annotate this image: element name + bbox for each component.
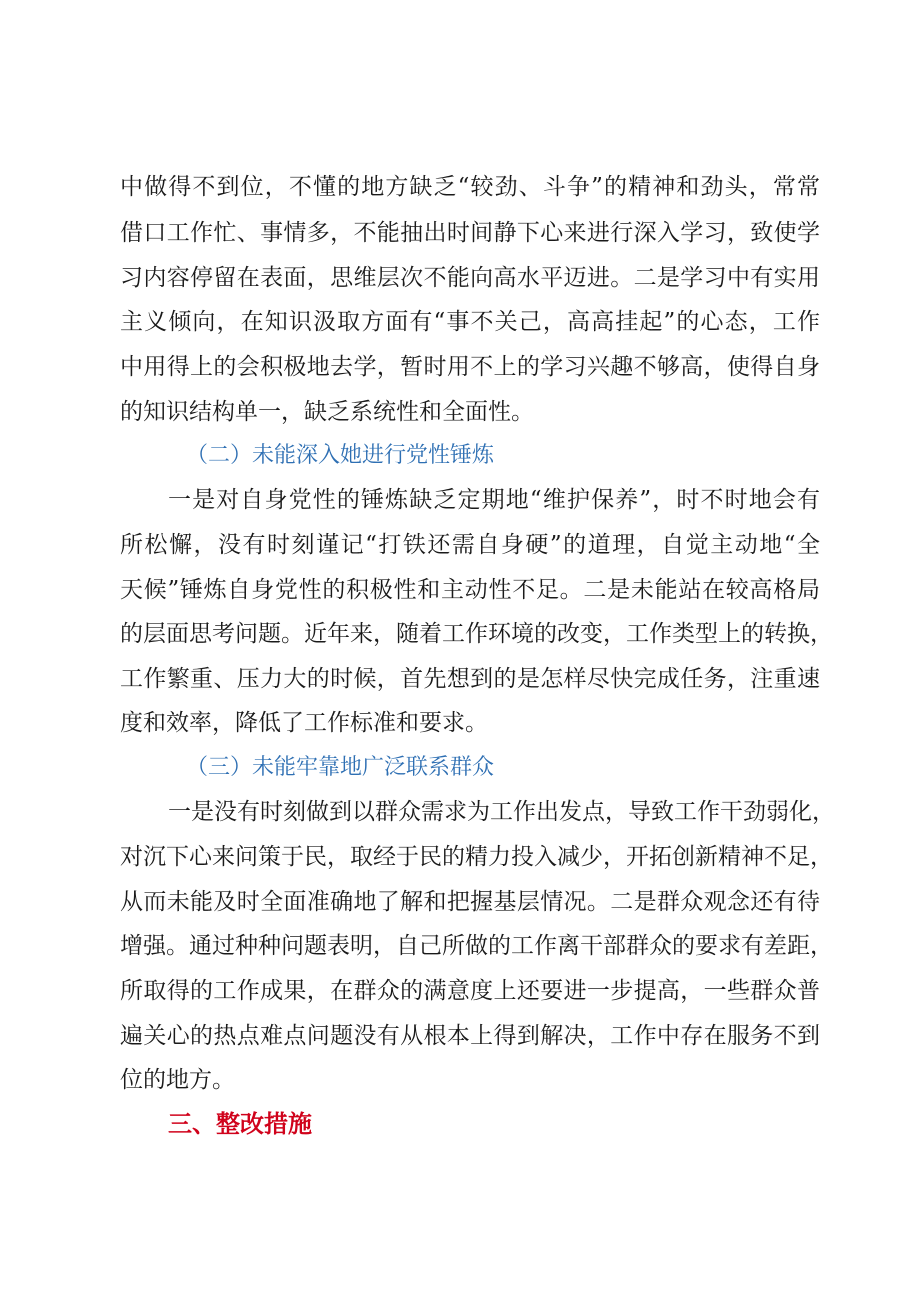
paragraph-line: 遍关心的热点难点问题没有从根本上得到解决，工作中存在服务不到 — [120, 1023, 820, 1049]
paragraph-line: 习内容停留在表面，思维层次不能向高水平迈进。二是学习中有实用 — [120, 265, 820, 291]
paragraph-line: 一是没有时刻做到以群众需求为工作出发点，导致工作干劲弱化， — [168, 799, 835, 825]
paragraph-line: 度和效率，降低了工作标准和要求。 — [120, 710, 488, 736]
paragraph-line: 增强。通过种种问题表明，自己所做的工作离干部群众的要求有差距， — [120, 933, 833, 959]
subheading-2: （二）未能深入她进行党性锤炼 — [186, 443, 495, 468]
paragraph-line: 的层面思考问题。近年来，随着工作环境的改变，工作类型上的转换， — [120, 621, 833, 647]
paragraph-line: 的知识结构单一，缺乏系统性和全面性。 — [120, 399, 534, 425]
paragraph-line: 所取得的工作成果，在群众的满意度上还要进一步提高，一些群众普 — [120, 978, 820, 1004]
subheading-3: （三）未能牢靠地广泛联系群众 — [186, 755, 495, 780]
paragraph-line: 位的地方。 — [120, 1067, 235, 1093]
paragraph-line: 一是对自身党性的锤炼缺乏定期地“维护保养”，时不时地会有 — [168, 487, 820, 513]
paragraph-line: 中用得上的会积极地去学，暂时用不上的学习兴趣不够高，使得自身 — [120, 354, 820, 380]
paragraph-line: 工作繁重、压力大的时候，首先想到的是怎样尽快完成任务，注重速 — [120, 666, 820, 692]
paragraph-line: 从而未能及时全面准确地了解和把握基层情况。二是群众观念还有待 — [120, 889, 820, 915]
paragraph-line: 所松懈，没有时刻谨记“打铁还需自身硬”的道理，自觉主动地“全 — [120, 532, 820, 558]
paragraph-line: 借口工作忙、事情多，不能抽出时间静下心来进行深入学习，致使学 — [120, 220, 820, 246]
section-heading-3: 三、整改措施 — [168, 1110, 312, 1138]
paragraph-line: 对沉下心来问策于民，取经于民的精力投入减少，开拓创新精神不足， — [120, 844, 833, 870]
paragraph-line: 主义倾向，在知识汲取方面有“事不关己，高高挂起”的心态，工作 — [120, 309, 820, 335]
paragraph-line: 天候”锤炼自身党性的积极性和主动性不足。二是未能站在较高格局 — [120, 577, 820, 603]
paragraph-line: 中做得不到位，不懂的地方缺乏“较劲、斗争”的精神和劲头，常常 — [120, 174, 820, 200]
